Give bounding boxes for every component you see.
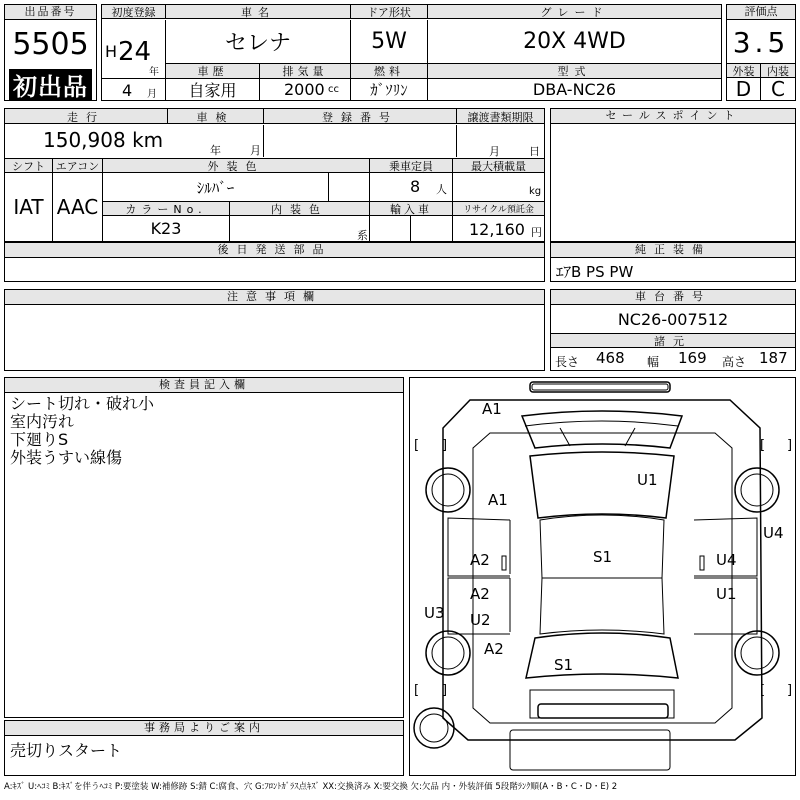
grade-label: グレード: [540, 6, 609, 19]
reg-month-unit: 月: [147, 89, 157, 100]
damage-mark: A2: [484, 640, 504, 658]
damage-mark: S1: [593, 548, 613, 566]
office-text: 売切りスタート: [10, 741, 123, 760]
first-listing-badge: 初出品: [9, 69, 92, 100]
reg-label: 初度登録: [102, 5, 166, 19]
office-box: [4, 720, 404, 776]
top-table: [101, 4, 722, 101]
dims-label: 諸元: [551, 333, 795, 348]
reg-month: 4: [122, 81, 133, 100]
bracket-open: [: [414, 438, 420, 453]
score-box: [726, 4, 796, 101]
door-label: ドア形状: [351, 5, 428, 19]
inspector-line: シート切れ・破れ小: [10, 394, 155, 413]
model: DBA-NC26: [532, 80, 617, 99]
notes-label: 注意事項欄: [5, 290, 544, 305]
displacement-label: 排気量: [260, 63, 351, 78]
car-name-label: 車名: [166, 5, 351, 19]
later-parts-box: [4, 242, 545, 282]
inspection-label: 車検: [168, 109, 264, 124]
interior-label: 内装: [767, 64, 789, 78]
inspection-month-unit: 月: [250, 144, 261, 157]
color-no: K23: [103, 216, 230, 241]
transfer-month-unit: 月: [489, 145, 500, 158]
damage-mark: U4: [716, 551, 737, 569]
int-color-unit: 系: [357, 229, 368, 242]
chassis-box: [550, 289, 796, 371]
car-outline: [410, 378, 795, 775]
bracket-close: ]: [442, 683, 448, 698]
damage-mark: U2: [470, 611, 491, 629]
equipment-label: 純正装備: [551, 243, 795, 258]
history: 自家用: [166, 79, 260, 100]
damage-mark: U4: [763, 524, 784, 542]
model-label: 型式: [557, 64, 592, 78]
sales-point-label: セールスポイント: [551, 109, 795, 124]
max-load-label: 最大積載量: [471, 159, 526, 173]
lot-label: 出品番号: [5, 5, 96, 20]
inspector-line: 室内汚れ: [10, 412, 75, 431]
mileage: 150,908 km: [43, 128, 164, 152]
ext-color-label: 外装色: [103, 158, 370, 173]
damage-mark: A1: [482, 400, 502, 418]
interior-score: C: [771, 77, 785, 101]
damage-mark: A2: [470, 551, 490, 569]
damage-mark: S1: [554, 656, 574, 674]
mileage-label: 走行: [5, 109, 168, 124]
later-parts-label: 後日発送部品: [5, 243, 544, 258]
transfer-day-unit: 日: [529, 145, 540, 158]
damage-mark: A2: [470, 585, 490, 603]
capacity-unit: 人: [436, 183, 447, 196]
score: 3.5: [732, 25, 790, 59]
ext-color: ｼﾙﾊﾞｰ: [103, 173, 329, 201]
car-diagram: [409, 377, 796, 776]
sales-point-box: [550, 108, 796, 242]
grade: 20X 4WD: [523, 29, 626, 54]
bracket-open: [: [760, 683, 766, 698]
reg-year: 24: [118, 37, 152, 67]
inspector-notes: [10, 395, 154, 467]
capacity: 8: [410, 177, 421, 196]
max-load-unit: kg: [529, 186, 542, 197]
inspector-line: 下廻りS: [10, 430, 69, 449]
mid-table: [4, 108, 545, 242]
exterior-score: D: [727, 78, 761, 100]
lot-box: [4, 4, 97, 101]
exterior-label: 外装: [727, 63, 761, 78]
inspection-year-unit: 年: [210, 144, 221, 157]
recycle: 12,160: [469, 220, 525, 239]
aircon: AAC: [53, 173, 103, 241]
damage-mark: U1: [716, 585, 737, 603]
height: 187: [759, 349, 788, 367]
door: 5W: [351, 20, 428, 63]
displacement: 2000: [284, 80, 325, 99]
color-no-label: カラーNo.: [103, 201, 230, 216]
reg-year-unit: 年: [149, 67, 159, 78]
footer-legend: A:ｷｽﾞ U:ﾍｺﾐ B:ｷｽﾞを伴うﾍｺﾐ P:要塗装 W:補修跡 S:錆 C:腐食、穴 G:ﾌﾛﾝﾄｶﾞﾗｽ点ｷｽﾞ XX:交換済み X:要交換 欠:欠品 内・外装評価 5段階ﾗﾝｸ順(A・B・C・D・E) 2: [4, 782, 618, 792]
recycle-label: リサイクル預託金: [463, 205, 534, 215]
reg-no-label: 登録番号: [264, 109, 457, 124]
damage-mark: U1: [637, 471, 658, 489]
fuel-label: 燃料: [351, 63, 428, 78]
equipment-box: [550, 242, 796, 282]
height-label: 高さ: [722, 355, 747, 369]
displacement-unit: cc: [328, 84, 339, 95]
bracket-open: [: [414, 683, 420, 698]
notes-box: [4, 289, 545, 371]
aircon-label: エアコン: [53, 158, 103, 173]
int-color-label: 内装色: [230, 201, 370, 216]
bracket-open: [: [760, 438, 766, 453]
lot-number: 5505: [12, 26, 89, 62]
equipment: ｴｱB PS PW: [556, 263, 634, 281]
bracket-close: ]: [787, 438, 793, 453]
shift-label: シフト: [5, 158, 53, 173]
history-label: 車歴: [166, 63, 260, 78]
fuel: ｶﾞｿﾘﾝ: [351, 79, 428, 100]
shift: IAT: [5, 173, 53, 241]
inspector-box: [4, 377, 404, 718]
transfer-label: 譲渡書類期限: [467, 110, 534, 124]
capacity-label: 乗車定員: [370, 158, 453, 173]
car-name: セレナ: [166, 20, 351, 63]
width: 169: [678, 349, 707, 367]
chassis-label: 車台番号: [551, 290, 795, 305]
length: 468: [596, 349, 625, 367]
reg-era: H: [105, 42, 118, 61]
chassis: NC26-007512: [617, 309, 729, 329]
damage-mark: U3: [424, 604, 445, 622]
length-label: 長さ: [555, 355, 580, 369]
import-label: 輸入車: [370, 201, 453, 216]
score-label: 評価点: [727, 5, 795, 20]
office-label: 事務局よりご案内: [5, 721, 403, 736]
bracket-close: ]: [787, 683, 793, 698]
inspector-label: 検査員記入欄: [5, 378, 403, 393]
recycle-unit: 円: [531, 226, 542, 239]
bracket-close: ]: [442, 438, 448, 453]
damage-mark: A1: [488, 491, 508, 509]
width-label: 幅: [647, 355, 660, 369]
inspector-line: 外装うすい線傷: [10, 448, 123, 467]
